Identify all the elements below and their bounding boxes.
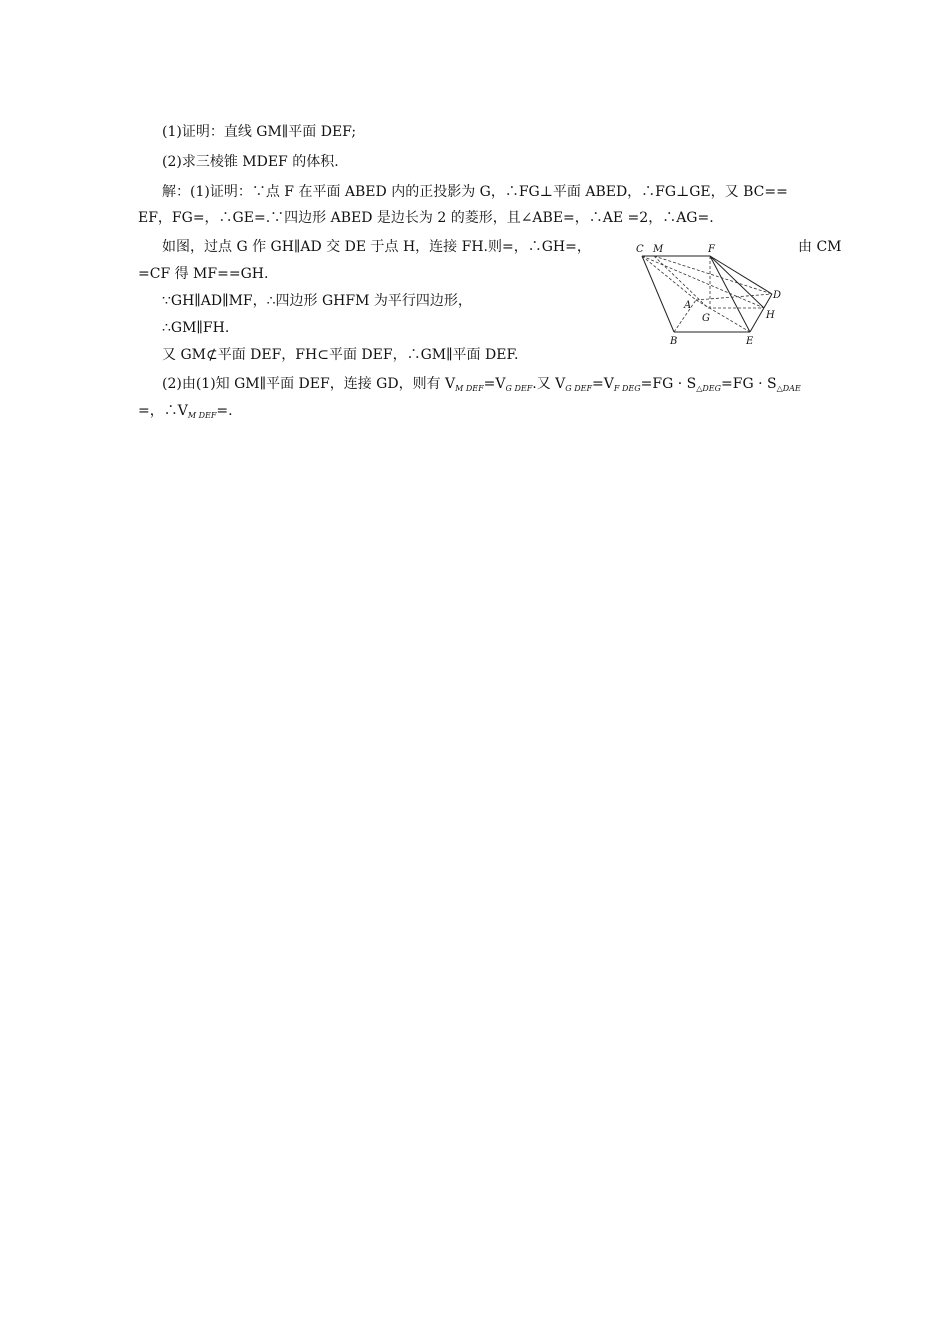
solution-line-9 (138, 401, 233, 426)
problem-part-2: (2)求三棱锥 MDEF 的体积. (162, 154, 339, 170)
line8-text-3: .又 V (532, 376, 566, 392)
solution-line-4: =CF 得 MF==GH. (138, 266, 269, 282)
solution-line-2: EF，FG=，∴GE=.∵四边形 ABED 是边长为 2 的菱形，且∠ABE=，∴AE =2，∴AG=. (138, 210, 714, 226)
label-G: G (702, 313, 710, 324)
line8-text-4: =V (592, 376, 614, 392)
line8-sub-3: G DEF (565, 384, 593, 393)
line9-text-1: =，∴V (138, 403, 188, 419)
line8-sub-2: G DEF (505, 384, 533, 393)
solution-line-5: ∵GH∥AD∥MF，∴四边形 GHFM 为平行四边形， (162, 293, 472, 309)
line8-sub-1: M DEF (455, 384, 484, 393)
line8-sub-5: △DEG (696, 384, 721, 393)
line8-text-1: (2)由(1)知 GM∥平面 DEF，连接 GD，则有 V (162, 376, 456, 392)
problem-part-1: (1)证明：直线 GM∥平面 DEF; (162, 124, 357, 140)
label-A: A (684, 300, 692, 311)
solution-line-3: 如图，过点 G 作 GH∥AD 交 DE 于点 H，连接 FH.则=，∴GH=， (162, 239, 591, 255)
solution-line-3-end: 由 CM (798, 239, 842, 255)
label-F: F (708, 244, 715, 255)
line8-sub-4: F DEG (613, 384, 641, 393)
line9-text-2: =. (216, 403, 233, 419)
label-H: H (766, 310, 775, 321)
solution-line-1: 解：(1)证明：∵点 F 在平面 ABED 内的正投影为 G，∴FG⊥平面 ABED，∴FG⊥GE，又 BC== (162, 184, 788, 200)
geometry-figure (632, 240, 792, 350)
label-B: B (670, 336, 678, 347)
line8-text-2: =V (483, 376, 506, 392)
line8-sub-6: △DAE (776, 384, 801, 393)
solution-line-6: ∴GM∥FH. (162, 320, 230, 336)
solution-line-8 (162, 374, 801, 399)
label-C: C (636, 244, 644, 255)
solution-line-7: 又 GM⊄平面 DEF，FH⊂平面 DEF，∴GM∥平面 DEF. (162, 347, 519, 363)
label-E: E (746, 336, 754, 347)
line8-text-6: =FG · S (721, 376, 777, 392)
line8-text-5: =FG · S (640, 376, 697, 392)
label-D: D (773, 290, 782, 301)
label-M: M (653, 244, 664, 255)
line9-sub-1: M DEF (187, 411, 217, 420)
